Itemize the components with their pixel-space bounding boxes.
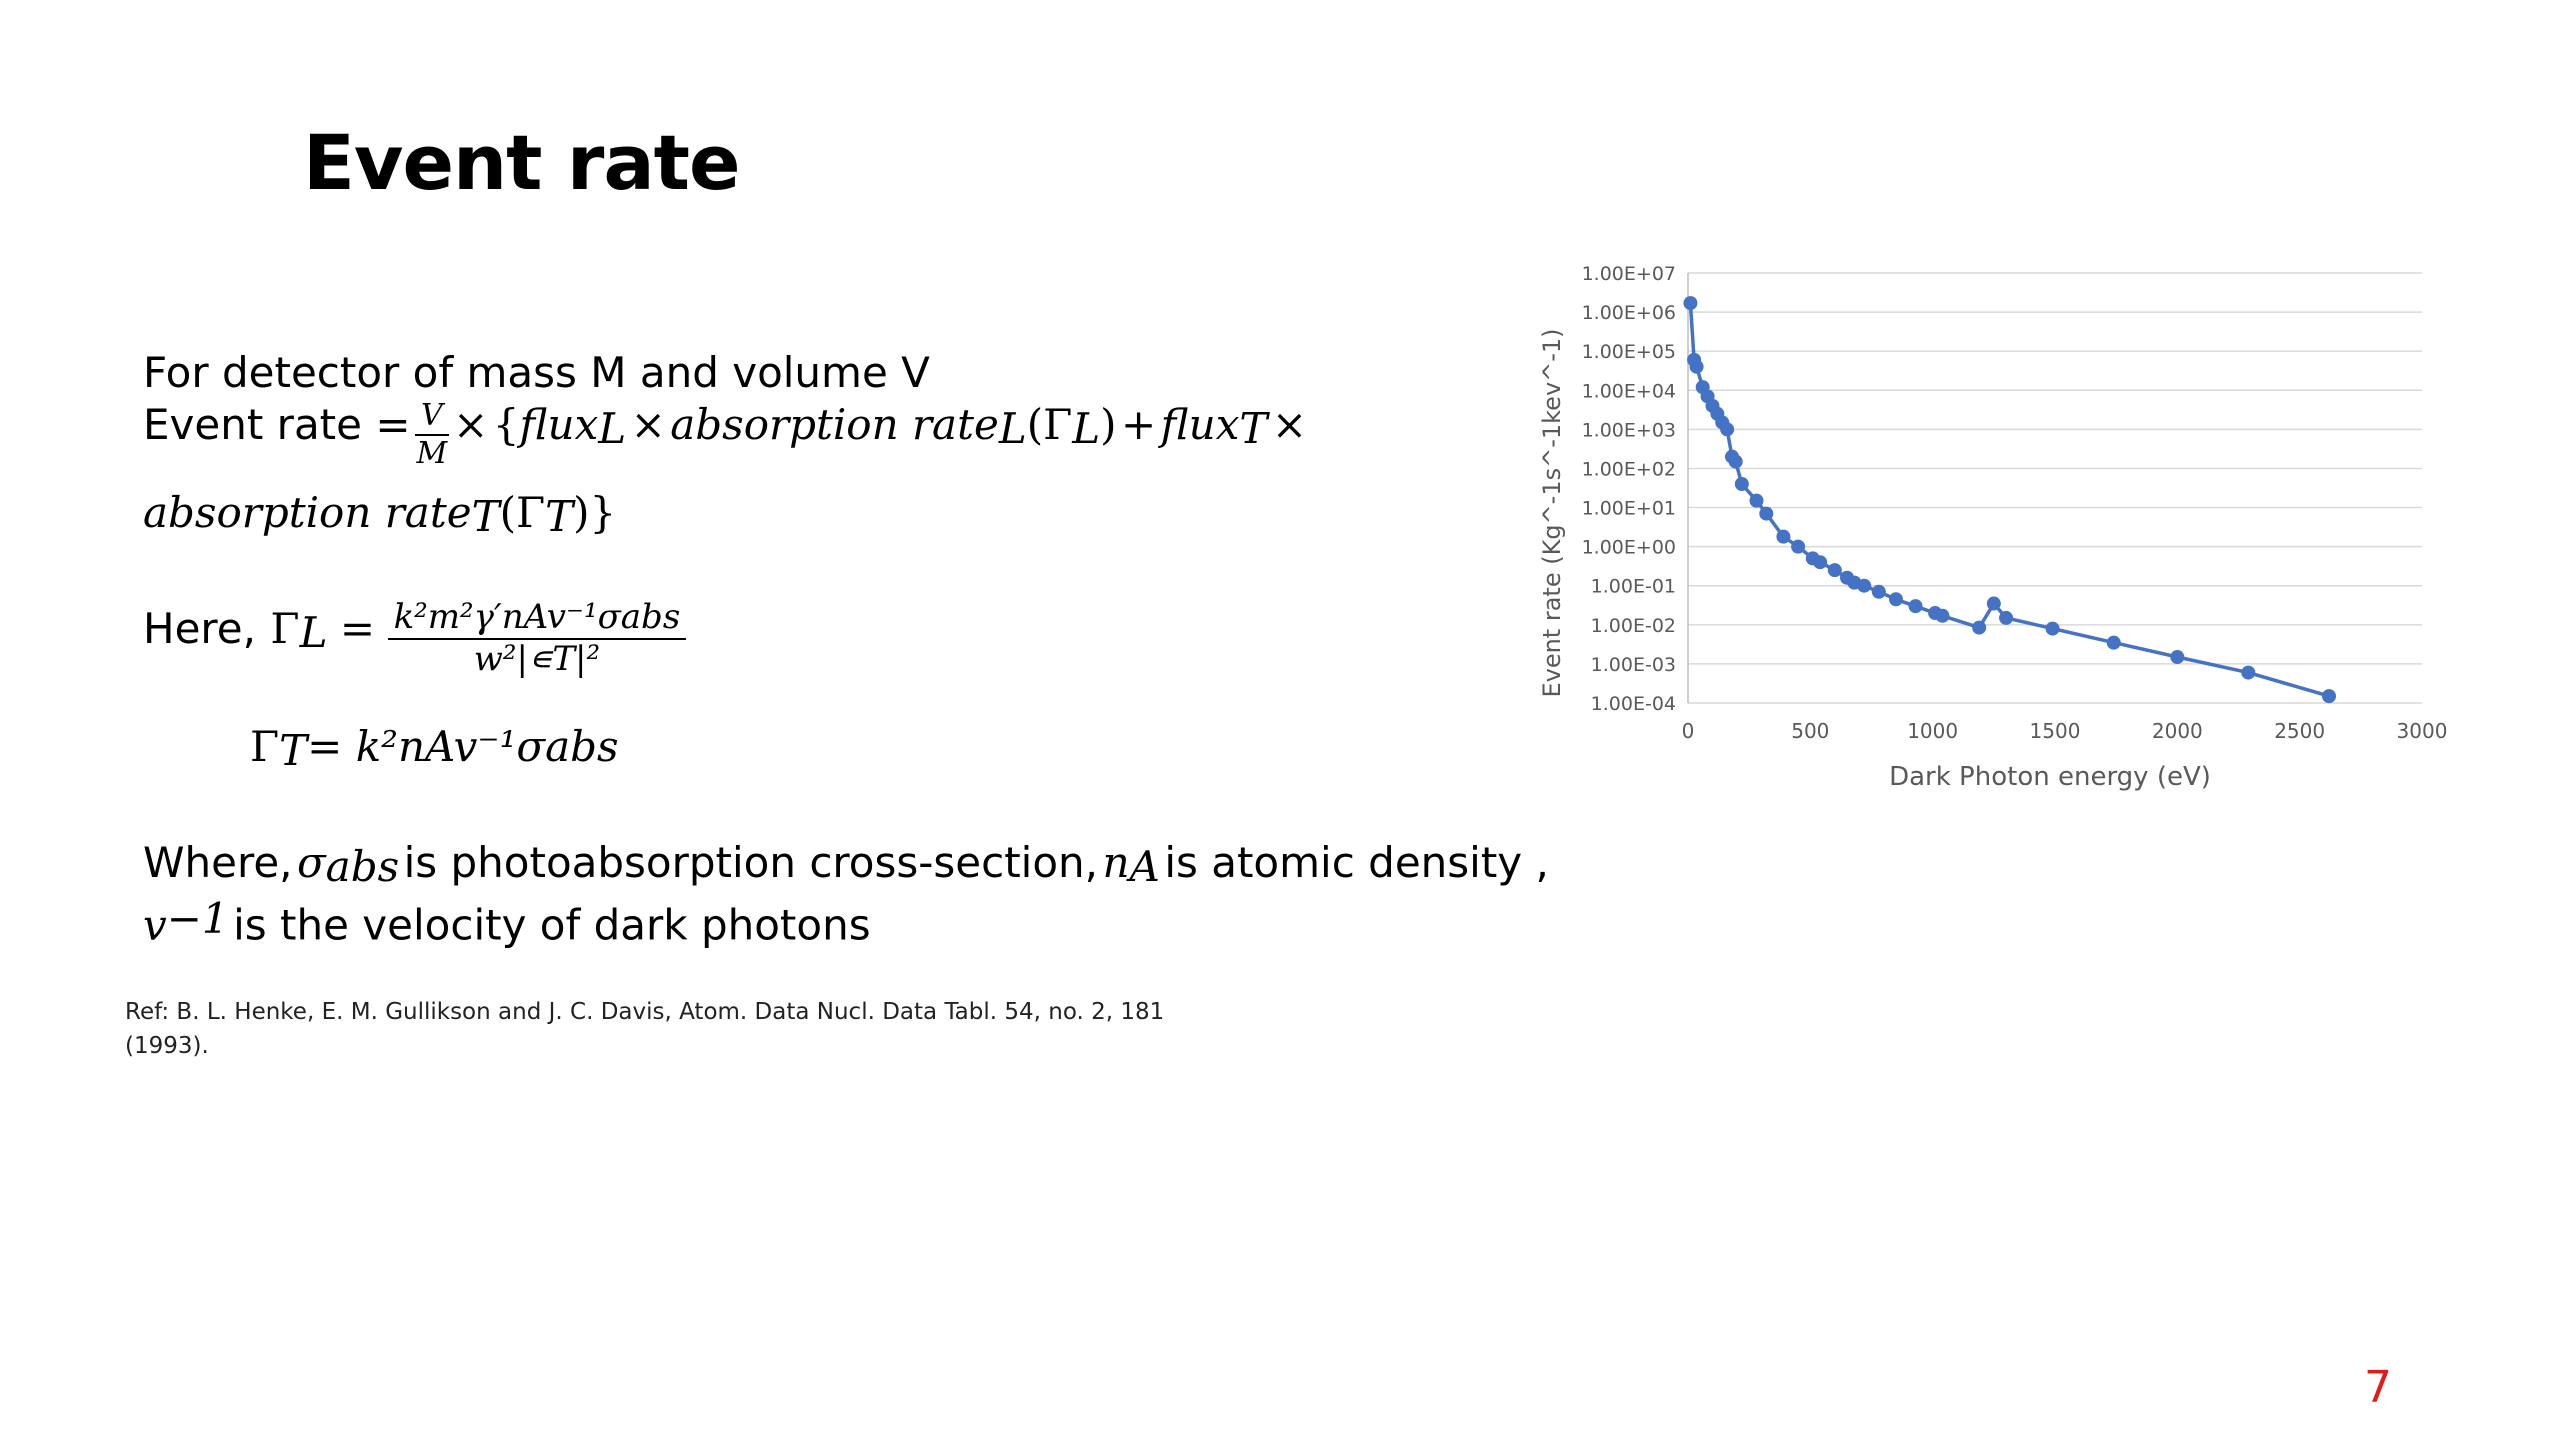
x-tick-label: 3000 bbox=[2396, 719, 2448, 743]
volume-over-mass bbox=[415, 400, 449, 469]
y-axis-label: Event rate (Kg^-1s^-1kev^-1) bbox=[1538, 328, 1566, 698]
reference bbox=[125, 995, 1164, 1063]
x-tick-label: 1000 bbox=[1907, 719, 1959, 743]
y-tick-label: 1.00E-01 bbox=[1590, 575, 1676, 598]
y-tick-label: 1.00E-04 bbox=[1590, 693, 1676, 715]
data-point bbox=[1987, 597, 2001, 611]
gamma-t-open: (Γ bbox=[499, 488, 546, 537]
event-rate-equation-cont bbox=[143, 488, 616, 541]
data-point bbox=[1935, 609, 1949, 623]
close-all: )} bbox=[573, 488, 617, 537]
y-tick-label: 1.00E-02 bbox=[1590, 614, 1676, 637]
event-rate-equation bbox=[143, 400, 1307, 469]
absorption-rate-l: absorption rate bbox=[670, 400, 999, 449]
data-point bbox=[1972, 621, 1986, 635]
gamma-l-lhs: Γ bbox=[270, 603, 300, 653]
event-rate-label: Event rate = bbox=[143, 400, 411, 449]
x-tick-label: 2000 bbox=[2151, 719, 2203, 743]
gamma-t-lhs-sub: T bbox=[279, 726, 308, 776]
n-description: is atomic density , bbox=[1164, 838, 1549, 887]
sigma-sub: abs bbox=[325, 842, 400, 892]
data-point bbox=[1813, 555, 1827, 569]
chart-grid bbox=[1688, 273, 2422, 703]
flux-t: flux bbox=[1160, 400, 1240, 449]
gamma-t-lhs: Γ bbox=[250, 722, 280, 771]
flux-l: flux bbox=[519, 400, 599, 449]
data-point bbox=[2241, 666, 2255, 680]
flux-l-sub: L bbox=[598, 404, 627, 454]
gamma-t-definition bbox=[250, 722, 619, 775]
event-rate-chart bbox=[1520, 250, 2460, 810]
v-symbol: v bbox=[143, 900, 167, 950]
reference-line-1: Ref: B. L. Henke, E. M. Gullikson and J. C. Davis, Atom. Data Nucl. Data Tabl. 54, no. 2, 181 bbox=[125, 999, 1165, 1025]
gamma-l-equals: = bbox=[339, 603, 376, 653]
data-point bbox=[1828, 563, 1842, 577]
data-point bbox=[1683, 296, 1697, 310]
frac-numerator: V bbox=[415, 400, 449, 436]
gamma-l-fraction bbox=[388, 597, 687, 679]
data-point bbox=[2046, 622, 2060, 636]
y-tick-label: 1.00E+06 bbox=[1581, 302, 1676, 325]
data-point bbox=[1759, 507, 1773, 521]
chart-axes bbox=[1582, 263, 2448, 743]
data-point bbox=[1729, 455, 1743, 469]
sigma-symbol: σ bbox=[296, 838, 326, 887]
data-point bbox=[1889, 592, 1903, 606]
y-tick-label: 1.00E+07 bbox=[1581, 263, 1676, 285]
v-sup: −1 bbox=[166, 894, 229, 943]
y-tick-label: 1.00E+05 bbox=[1581, 341, 1676, 364]
close-paren: ) bbox=[1100, 400, 1117, 449]
gamma-l-sub: L bbox=[1072, 404, 1101, 454]
data-point bbox=[1690, 360, 1704, 374]
page-number: 7 bbox=[2364, 1362, 2392, 1413]
y-tick-label: 1.00E+02 bbox=[1581, 458, 1676, 481]
data-point bbox=[2170, 650, 2184, 664]
where-definitions bbox=[143, 838, 1549, 891]
gamma-t-sub: T bbox=[545, 492, 574, 542]
absorption-rate-t-sub: T bbox=[471, 492, 500, 542]
v-description: is the velocity of dark photons bbox=[233, 900, 871, 950]
y-tick-label: 1.00E+01 bbox=[1581, 497, 1676, 520]
data-point bbox=[1720, 422, 1734, 436]
detector-description: For detector of mass M and volume V bbox=[143, 348, 930, 397]
y-tick-label: 1.00E+00 bbox=[1581, 536, 1676, 559]
sigma-description: is photoabsorption cross-section, bbox=[403, 838, 1099, 887]
n-symbol: n bbox=[1102, 838, 1130, 887]
gamma-t-rhs: = k²nAv⁻¹σabs bbox=[307, 722, 619, 771]
y-tick-label: 1.00E-03 bbox=[1590, 653, 1676, 676]
data-point bbox=[2107, 636, 2121, 650]
gamma-l-lhs-sub: L bbox=[299, 608, 328, 658]
gamma-l-definition bbox=[143, 597, 686, 679]
flux-t-sub: T bbox=[1239, 404, 1268, 454]
plus-symbol: + bbox=[1120, 400, 1157, 449]
here-label: Here, bbox=[143, 603, 256, 653]
gamma-l-numerator: k²m²γ′nAv⁻¹σabs bbox=[388, 600, 687, 640]
x-tick-label: 1500 bbox=[2029, 719, 2081, 743]
n-sub: A bbox=[1129, 842, 1160, 892]
chart-series bbox=[1683, 296, 2336, 703]
slide-title: Event rate bbox=[303, 118, 740, 207]
y-tick-label: 1.00E+03 bbox=[1581, 419, 1676, 442]
data-point bbox=[1750, 494, 1764, 508]
y-tick-label: 1.00E+04 bbox=[1581, 380, 1676, 403]
reference-line-2: (1993). bbox=[125, 1033, 209, 1059]
x-axis-label: Dark Photon energy (eV) bbox=[1889, 762, 2211, 792]
x-tick-label: 0 bbox=[1681, 719, 1695, 743]
gamma-l-denominator: w²|∊T|² bbox=[473, 638, 601, 679]
times-symbol: × bbox=[453, 400, 489, 449]
times-symbol-3: × bbox=[1271, 400, 1308, 449]
data-point bbox=[1999, 611, 2013, 625]
series-line bbox=[1690, 303, 2329, 696]
absorption-rate-l-sub: L bbox=[998, 404, 1027, 454]
data-point bbox=[2322, 689, 2336, 703]
absorption-rate-t: absorption rate bbox=[143, 488, 472, 537]
gamma-l-open: (Γ bbox=[1026, 400, 1073, 449]
data-point bbox=[1735, 477, 1749, 491]
data-point bbox=[1872, 585, 1886, 599]
where-prefix: Where, bbox=[143, 838, 293, 887]
frac-denominator: M bbox=[416, 435, 448, 471]
data-point bbox=[1909, 599, 1923, 613]
x-tick-label: 2500 bbox=[2274, 719, 2326, 743]
data-point bbox=[1791, 540, 1805, 554]
times-symbol-2: × bbox=[630, 400, 666, 449]
velocity-definition bbox=[143, 894, 871, 949]
x-tick-label: 500 bbox=[1791, 719, 1830, 743]
data-point bbox=[1857, 579, 1871, 593]
left-brace: { bbox=[492, 400, 520, 449]
data-point bbox=[1776, 530, 1790, 544]
